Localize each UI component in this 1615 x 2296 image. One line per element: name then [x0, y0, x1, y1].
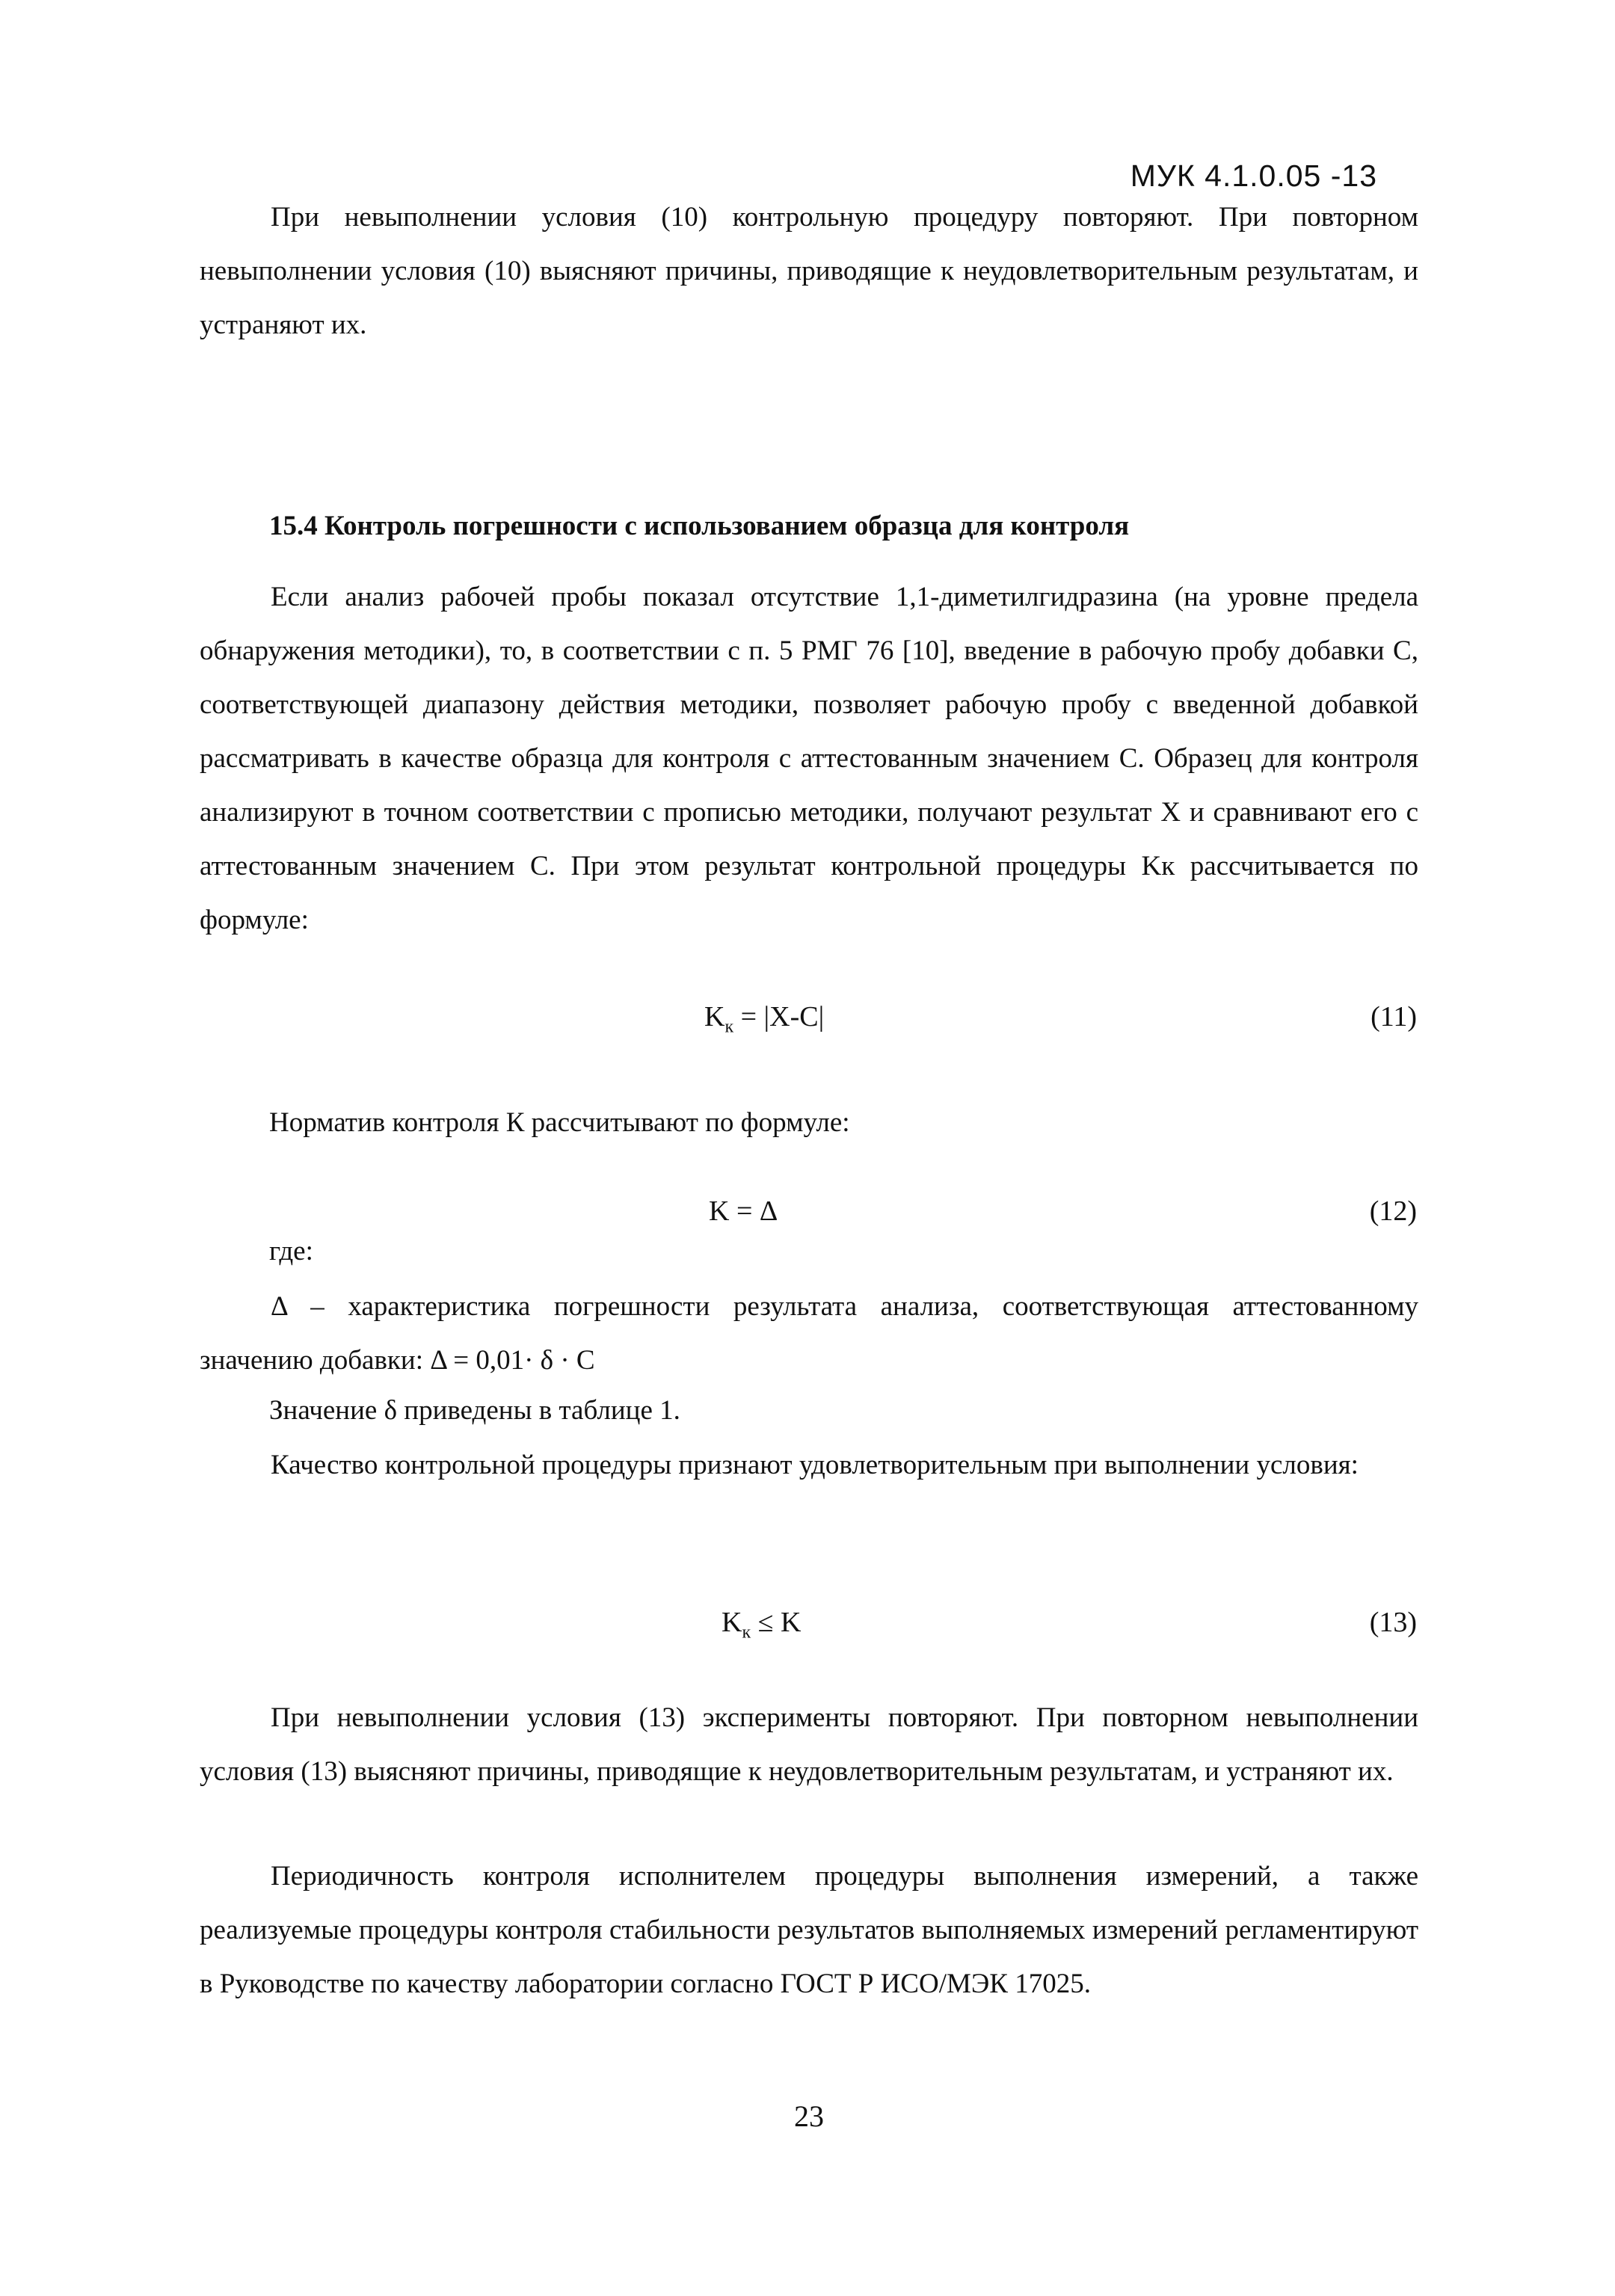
- paragraph-quality-condition: Качество контрольной процедуры признают удовлетворительным при выполнении условия:: [271, 1450, 1359, 1480]
- formula-11: $K_к = |X-C|$: [704, 1001, 825, 1037]
- paragraph-repeat-procedure-10: При невыполнении условия (10) контрольную процедуру повторяют. При повторном невыполнении условия (10) выясняют причины, приводящие к неудовлетворительным результатам, и устраняют их.: [200, 202, 1418, 340]
- formula-12-number: (12): [1369, 1195, 1417, 1227]
- formula-13: $K_к \le K$: [722, 1607, 802, 1643]
- section-title: 15.4 Контроль погрешности с использованием образца для контроля: [269, 511, 1130, 541]
- document-code: МУК 4.1.0.05 -13: [1130, 158, 1377, 193]
- paragraph-control-sample: Если анализ рабочей пробы показал отсутствие 1,1-диметилгидразина (на уровне предела обнаружения методики), то, в соответствии с п. 5 РМГ 76 [10], введение в рабочую пробу добавки С, соответствующей диапазону действия методики, позволяет рабочую пробу с введенной добавкой рассматривать в качестве образца для контроля с аттестованным значением С. Образец для контроля анализируют в точном соответствии с прописью методики, получают результат Х и сравнивают его с аттестованным значением С. При этом результат контрольной процедуры Kк рассчитывается по формуле:: [200, 582, 1418, 935]
- paragraph-repeat-experiments-13: При невыполнении условия (13) эксперименты повторяют. При повторном невыполнении условия (13) выясняют причины, приводящие к неудовлетворительным результатам, и устраняют их.: [200, 1702, 1418, 1787]
- formula-11-number: (11): [1371, 1001, 1417, 1032]
- where-label: где:: [269, 1236, 313, 1267]
- paragraph-norm-formula: Норматив контроля К рассчитывают по формуле:: [269, 1107, 850, 1138]
- formula-12: K = Δ: [709, 1195, 778, 1227]
- page-number: 23: [794, 2099, 824, 2133]
- formula-13-number: (13): [1369, 1607, 1417, 1638]
- paragraph-delta-definition: Δ – характеристика погрешности результата анализа, соответствующая аттестованному значению добавки: Δ = 0,01· δ · С: [200, 1291, 1418, 1376]
- paragraph-delta-table: Значение δ приведены в таблице 1.: [269, 1395, 680, 1426]
- paragraph-periodicity: Периодичность контроля исполнителем процедуры выполнения измерений, а также реализуемые процедуры контроля стабильности результатов выполняемых измерений регламентируют в Руководстве по качеству лаборатории согласно ГОСТ Р ИСО/МЭК 17025.: [200, 1861, 1418, 1999]
